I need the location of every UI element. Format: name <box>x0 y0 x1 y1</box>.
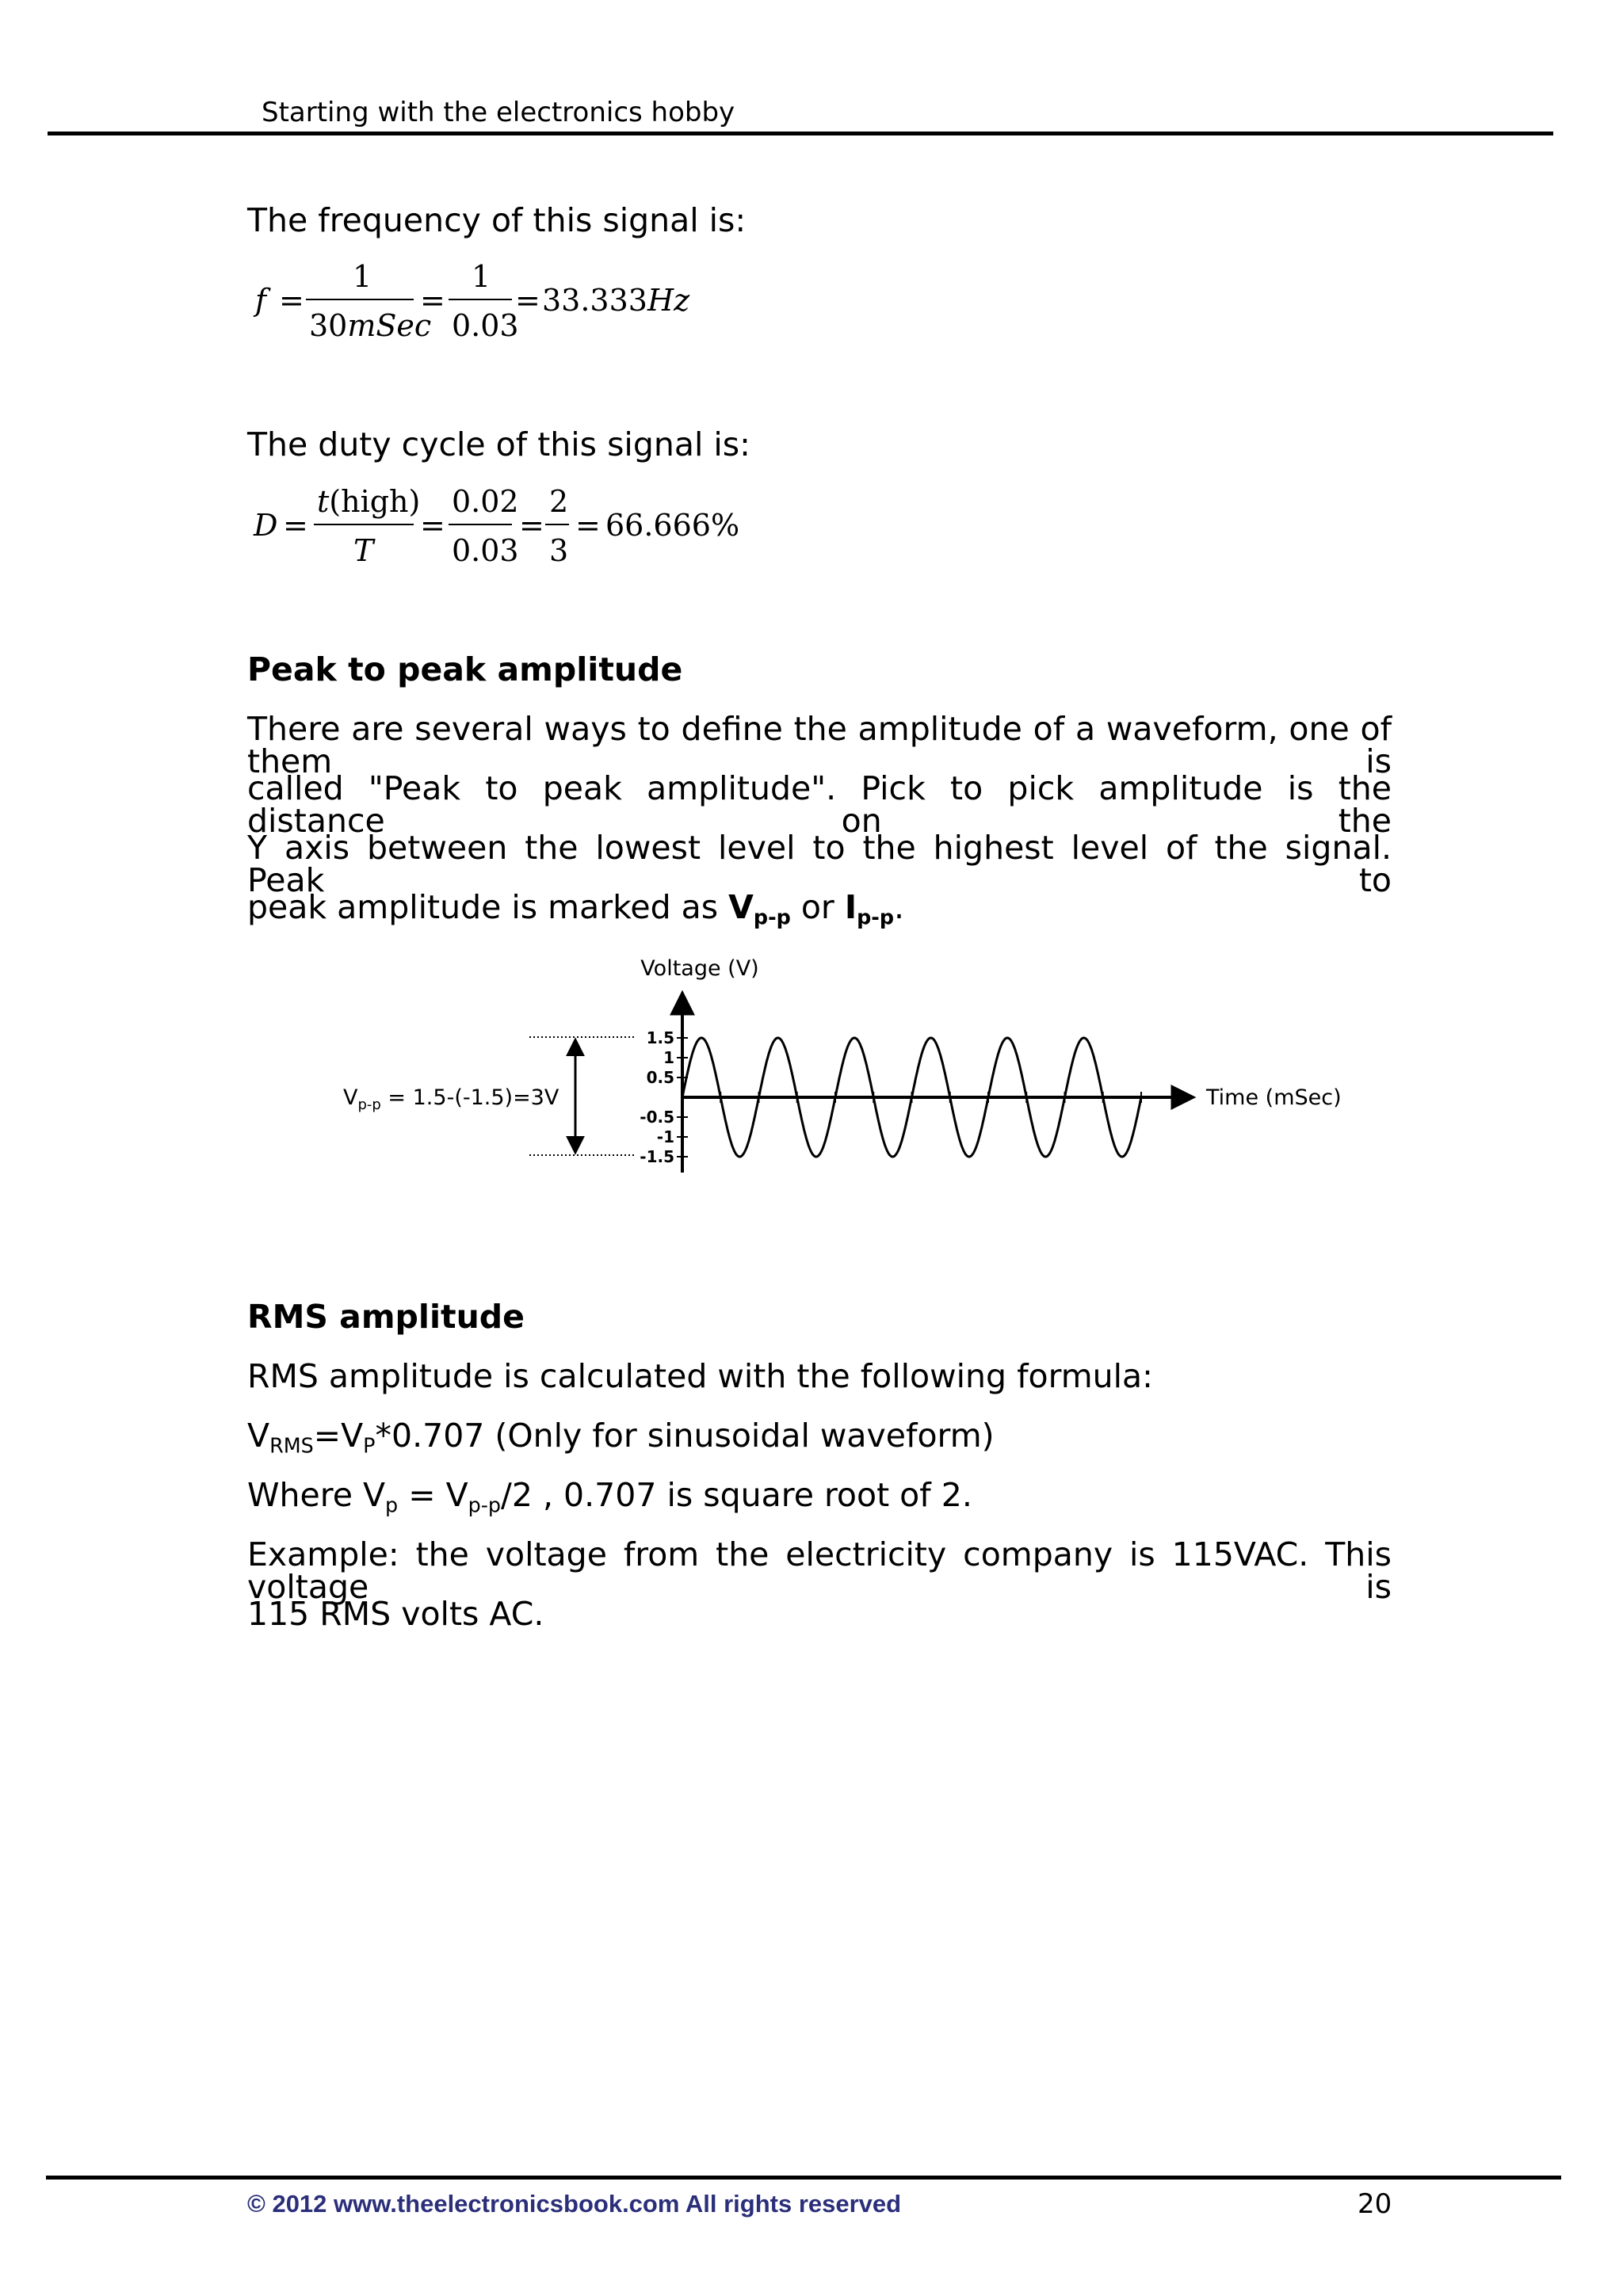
duty-eq-4: = <box>575 508 601 543</box>
duty-eq-3: = <box>519 508 544 543</box>
freq-eq-2: = <box>420 283 445 318</box>
duty-num-3: 2 <box>549 484 569 519</box>
duty-fraction-bar-1 <box>314 524 414 525</box>
peak-line-1: There are several ways to define the amplitude of a waveform, one of them is <box>247 710 1392 780</box>
freq-result: 33.333Hz <box>542 283 690 318</box>
freq-num-1: 1 <box>353 259 372 294</box>
duty-result: 66.666% <box>605 508 740 543</box>
duty-den-2: 0.03 <box>452 533 519 568</box>
y-tick-label: 1.5 <box>646 1028 674 1047</box>
footer-divider <box>46 2176 1561 2180</box>
duty-fraction-bar-2 <box>449 524 512 525</box>
rms-line-5: 115 RMS volts AC. <box>247 1595 544 1633</box>
duty-eq-1: = <box>283 508 308 543</box>
freq-den-1: 30mSec <box>309 308 432 343</box>
x-axis-label: Time (mSec) <box>1206 1085 1342 1110</box>
y-tick-label: 1 <box>663 1048 674 1067</box>
header-divider <box>48 132 1553 135</box>
duty-den-3: 3 <box>549 533 569 568</box>
freq-fraction-bar-1 <box>306 299 414 300</box>
duty-lhs: D <box>254 508 278 543</box>
freq-den-2: 0.03 <box>452 308 519 343</box>
freq-fraction-bar-2 <box>449 299 512 300</box>
rms-line-1: RMS amplitude is calculated with the following formula: <box>247 1357 1153 1395</box>
peak-line-3: Y axis between the lowest level to the highest level of the signal. Peak to <box>247 829 1392 899</box>
peak-line-2: called "Peak to peak amplitude". Pick to pick amplitude is the distance on the <box>247 769 1392 840</box>
duty-num-1: t(high) <box>317 484 421 519</box>
duty-den-1: T <box>353 533 374 568</box>
y-ticks <box>640 1028 688 1166</box>
rms-line-3: Where $V_p = V_{p-p}/2$ , 0.707 is square root of 2. <box>247 1476 972 1517</box>
freq-eq-3: = <box>515 283 540 318</box>
sine-wave-chart <box>0 935 1623 1196</box>
duty-fraction-bar-3 <box>545 524 569 525</box>
frequency-intro: The frequency of this signal is: <box>247 201 747 239</box>
duty-intro: The duty cycle of this signal is: <box>247 425 750 463</box>
y-axis-label: Voltage (V) <box>640 956 759 981</box>
rms-line-4: Example: the voltage from the electricity company is 115VAC. This voltage is <box>247 1535 1392 1606</box>
peak-line-4: peak amplitude is marked as $V_{p-p}$ or $I_{p-p}$. <box>247 888 905 929</box>
y-tick-label: -1.5 <box>640 1147 674 1166</box>
duty-eq-2: = <box>420 508 445 543</box>
rms-formula: $V_{RMS}=V_P*0.707$ (Only for sinusoidal waveform) <box>247 1417 995 1458</box>
y-tick-label: -0.5 <box>640 1108 674 1127</box>
footer-copyright: © 2012 www.theelectronicsbook.com All rights reserved <box>247 2190 902 2218</box>
running-header: Starting with the electronics hobby <box>262 97 735 128</box>
freq-lhs: f <box>255 283 267 318</box>
peak-heading: Peak to peak amplitude <box>247 650 683 688</box>
freq-num-2: 1 <box>472 259 491 294</box>
duty-num-2: 0.02 <box>452 484 519 519</box>
y-tick-label: 0.5 <box>646 1068 674 1087</box>
page-number: 20 <box>1358 2188 1392 2220</box>
freq-eq-1: = <box>279 283 304 318</box>
y-tick-label: -1 <box>656 1127 674 1146</box>
rms-heading: RMS amplitude <box>247 1298 525 1336</box>
vpp-annotation: $V_{p-p} = 1.5-(-1.5)=3V$ <box>343 1085 559 1113</box>
